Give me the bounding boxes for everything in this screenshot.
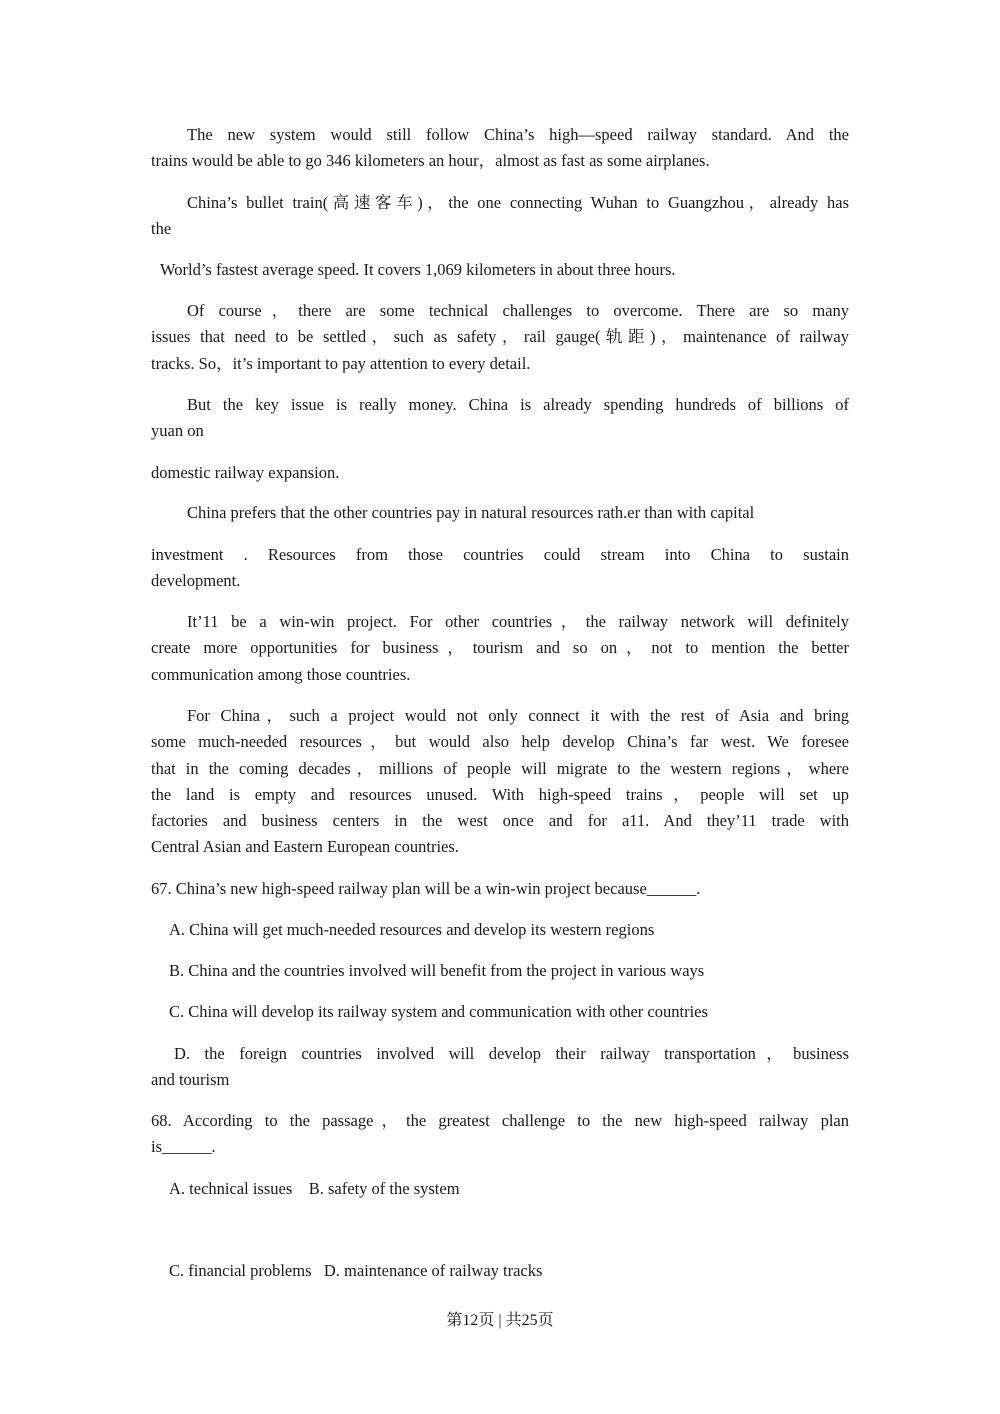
question-67-option-d: D. the foreign countries involved will develop their railway transportation，business (174, 1044, 849, 1063)
paragraph-line: World’s fastest average speed. It covers 1,069 kilometers in about three hours. (160, 260, 676, 279)
paragraph-line: the land is empty and resources unused. With high-speed trains，people will set up (151, 785, 849, 804)
paragraph-line: that in the coming decades，millions of people will migrate to the western regions，where (151, 759, 849, 778)
paragraph-line: It’11 be a win-win project. For other countries，the railway network will definitely (187, 612, 849, 631)
paragraph-line: the (151, 219, 172, 238)
paragraph-line: create more opportunities for business，tourism and so on，not to mention the better (151, 638, 849, 657)
paragraph-line: some much-needed resources，but would also help develop China’s far west. We foresee (151, 732, 849, 751)
question-67-option-c: C. China will develop its railway system and communication with other countries (169, 1002, 708, 1021)
question-68-options-ab: A. technical issues B. safety of the system (169, 1179, 460, 1198)
paragraph-line: yuan on (151, 421, 204, 440)
paragraph-line: domestic railway expansion. (151, 463, 340, 482)
paragraph-line: investment . Resources from those countries could stream into China to sustain (151, 545, 849, 564)
paragraph-line: Central Asian and Eastern European countries. (151, 837, 459, 856)
paragraph-line: factories and business centers in the west once and for a11. And they’11 trade with (151, 811, 849, 830)
paragraph-line: tracks. So，it’s important to pay attention to every detail. (151, 354, 531, 373)
paragraph-line: China’s bullet train(高速客车)，the one connecting Wuhan to Guangzhou，already has (187, 193, 849, 212)
paragraph-line: Of course，there are some technical challenges to overcome. There are so many (187, 301, 849, 320)
paragraph-line: The new system would still follow China’s high—speed railway standard. And the (187, 125, 849, 144)
question-68-options-cd: C. financial problems D. maintenance of railway tracks (169, 1261, 543, 1280)
page-number-footer: 第12页 | 共25页 (446, 1312, 554, 1329)
paragraph-line: trains would be able to go 346 kilometers an hour，almost as fast as some airplanes. (151, 151, 710, 170)
paragraph-line: communication among those countries. (151, 665, 411, 684)
paragraph-line: But the key issue is really money. China is already spending hundreds of billions of (187, 395, 849, 414)
question-67-option-d-cont: and tourism (151, 1070, 230, 1089)
paragraph-line: China prefers that the other countries pay in natural resources rath.er than with capital (187, 503, 755, 522)
paragraph-line: issues that need to be settled，such as safety，rail gauge(轨距)，maintenance of railway (151, 327, 849, 346)
question-67-option-b: B. China and the countries involved will benefit from the project in various ways (169, 961, 705, 980)
question-68: 68. According to the passage，the greatest challenge to the new high-speed railway plan (151, 1111, 849, 1130)
question-67: 67. China’s new high-speed railway plan will be a win-win project because______. (151, 879, 701, 898)
question-67-option-a: A. China will get much-needed resources and develop its western regions (169, 920, 655, 939)
question-68-cont: is______. (151, 1137, 216, 1156)
paragraph-line: For China，such a project would not only connect it with the rest of Asia and bring (187, 706, 849, 725)
paragraph-line: development. (151, 571, 241, 590)
